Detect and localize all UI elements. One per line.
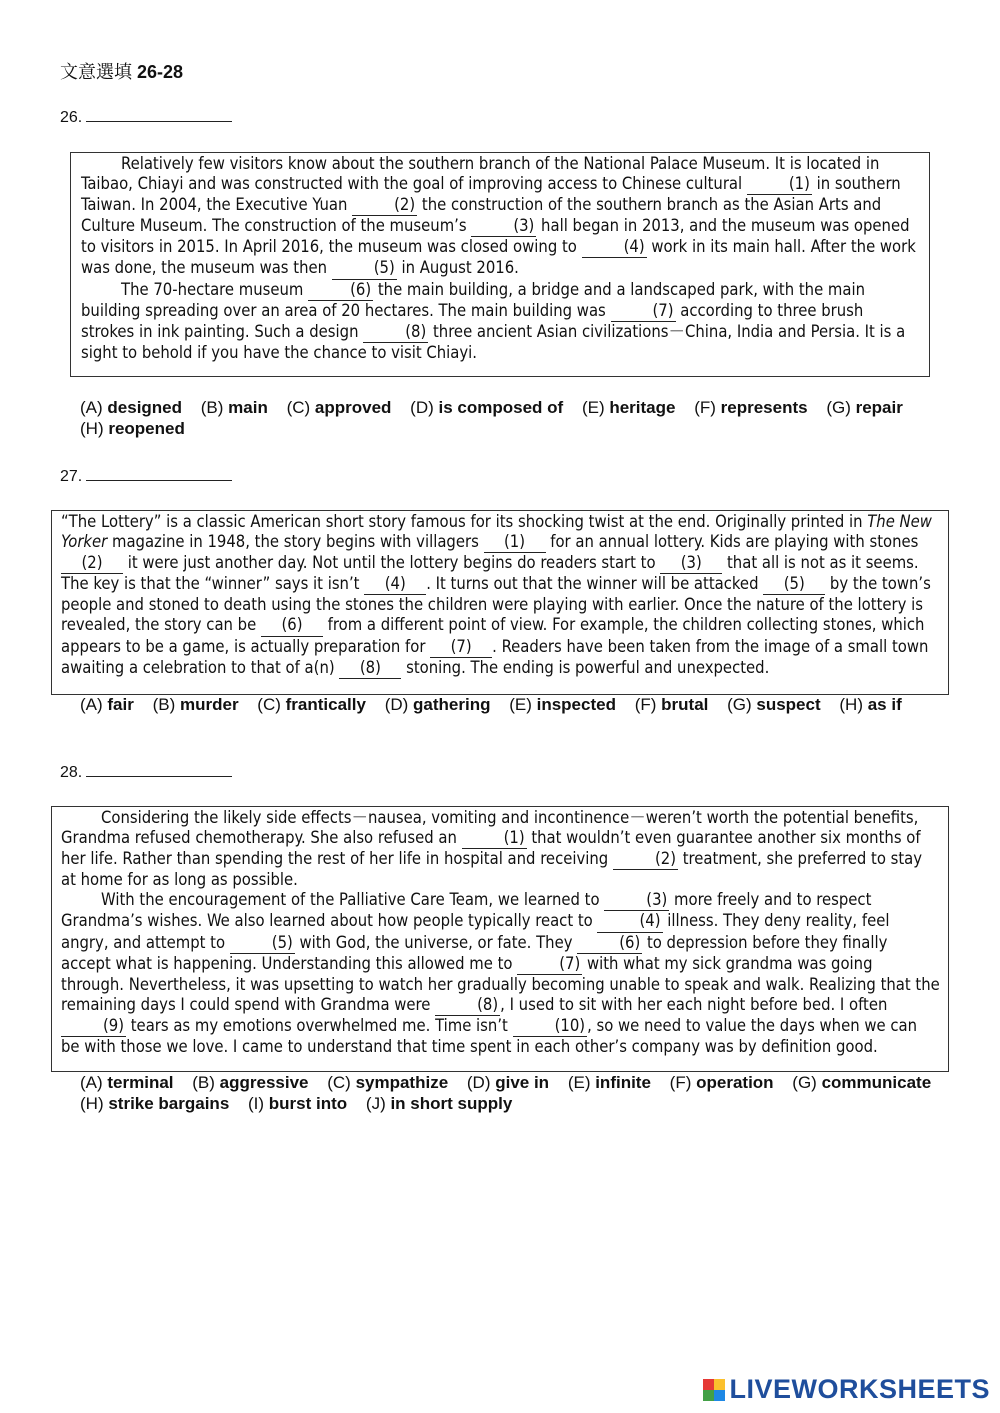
option-letter: (D) (410, 398, 434, 417)
option-a (80, 398, 182, 417)
option-g (792, 1073, 931, 1092)
passage-text: . Readers have been taken from the image of a small town awaiting a celebration to that of a(n) (61, 636, 929, 677)
passage-text: tears as my emotions overwhelmed me. Time isn’t (126, 1015, 513, 1035)
option-text: heritage (604, 398, 676, 417)
option-text: aggressive (214, 1073, 309, 1092)
question-27-label: 27. (60, 466, 232, 486)
passage-text: with what my sick grandma was going through. Nevertheless, it was upsetting to watch her gradually becoming unable to speak and walk. Realizing that the remaining days I could spend with Grandma were (61, 953, 940, 1014)
option-text: as if (862, 695, 902, 714)
blank-4[interactable]: (4) (597, 911, 662, 932)
blank-3[interactable]: (3) (660, 553, 722, 574)
option-d (385, 695, 491, 714)
option-e (568, 1073, 651, 1092)
option-f (670, 1073, 774, 1092)
passage-text: treatment, she preferred to stay at home for as long as possible. (61, 849, 923, 890)
passage-text: magazine in 1948, the story begins with villagers (107, 532, 484, 552)
title-prefix: 文意選填 (60, 62, 132, 82)
blank-3[interactable]: (3) (604, 890, 669, 911)
option-text: frantically (280, 695, 366, 714)
option-text: fair (102, 695, 134, 714)
blank-7[interactable]: (7) (430, 637, 492, 658)
passage-text: it were just another day. Not until the lottery begins do readers start to (123, 553, 661, 573)
blank-7[interactable]: (7) (517, 954, 582, 975)
logo-square (703, 1390, 714, 1401)
option-text: repair (850, 398, 903, 417)
option-c (287, 398, 392, 417)
option-letter: (I) (248, 1094, 265, 1113)
blank-4[interactable]: (4) (582, 237, 647, 258)
passage-paragraph (81, 280, 921, 363)
option-text: infinite (590, 1073, 651, 1092)
question-28-label: 28. (60, 762, 232, 782)
option-c (327, 1073, 448, 1092)
passage-paragraph (61, 512, 940, 679)
blank-7[interactable]: (7) (611, 301, 676, 322)
blank-6[interactable]: (6) (261, 615, 323, 636)
blank-10[interactable]: (10) (513, 1016, 587, 1037)
option-text: murder (175, 695, 239, 714)
option-text: give in (490, 1073, 550, 1092)
blank-5[interactable]: (5) (332, 258, 397, 279)
passage-text: With the encouragement of the Palliative Care Team, we learned to (101, 890, 605, 910)
option-g (826, 398, 903, 417)
logo-square (703, 1379, 714, 1390)
passage-text: in southern Taiwan. In 2004, the Executive Yuan (81, 174, 901, 215)
passage-26-box (70, 152, 930, 377)
option-b (192, 1073, 308, 1092)
options-28 (80, 1072, 950, 1114)
option-text: suspect (751, 695, 821, 714)
option-letter: (G) (826, 398, 851, 417)
passage-text: work in its main hall. After the work was done, the museum was then (81, 237, 916, 278)
option-letter: (B) (152, 695, 176, 714)
option-text: terminal (102, 1073, 174, 1092)
option-letter: (A) (80, 1073, 103, 1092)
page-title (60, 58, 183, 84)
blank-4[interactable]: (4) (364, 574, 426, 595)
blank-8[interactable]: (8) (339, 658, 401, 679)
option-letter: (D) (466, 1073, 491, 1092)
option-text: is composed of (433, 398, 564, 417)
passage-text: the main building, a bridge and a landscaped park, with the main building spreading over an area of 20 hectares. The main building was (81, 279, 866, 320)
option-letter: (F) (694, 398, 716, 417)
option-letter: (A) (80, 695, 103, 714)
blank-2[interactable]: (2) (613, 849, 678, 870)
option-text: main (223, 398, 268, 417)
passage-text: with God, the universe, or fate. They (294, 932, 578, 952)
liveworksheets-logo: LIVEWORKSHEETS (703, 1374, 990, 1405)
option-text: approved (310, 398, 392, 417)
passage-text: for an annual lottery. Kids are playing with stones (545, 532, 919, 552)
blank-1[interactable]: (1) (484, 532, 546, 553)
option-letter: (C) (286, 398, 311, 417)
option-f (635, 695, 709, 714)
passage-27-box (51, 510, 949, 695)
option-text: designed (102, 398, 183, 417)
option-text: communicate (816, 1073, 932, 1092)
option-letter: (B) (192, 1073, 215, 1092)
option-letter: (C) (327, 1073, 351, 1092)
options-26 (80, 397, 950, 439)
option-letter: (E) (567, 1073, 591, 1092)
passage-text: Considering the likely side effects－nausea, vomiting and incontinence－weren’t worth the potential benefits, Grandma refused chemotherapy. She also refused an (61, 808, 919, 848)
option-j (366, 1094, 512, 1113)
option-text: inspected (531, 695, 616, 714)
option-f (694, 398, 807, 417)
option-letter: (H) (80, 1094, 104, 1113)
option-text: burst into (264, 1094, 348, 1113)
option-text: operation (691, 1073, 774, 1092)
passage-text: to depression before they finally accept what is happening. Understanding this allowed me to (61, 932, 888, 973)
passage-text: stoning. The ending is powerful and unexpected. (401, 657, 770, 677)
answer-line-26[interactable] (86, 107, 232, 122)
passage-28-box (51, 806, 949, 1072)
blank-1[interactable]: (1) (462, 828, 527, 849)
option-b (153, 695, 239, 714)
blank-3[interactable]: (3) (471, 216, 536, 237)
passage-paragraph (61, 808, 940, 890)
option-e (509, 695, 616, 714)
passage-text: The 70-hectare museum (121, 279, 309, 299)
option-i (248, 1094, 347, 1113)
option-letter: (G) (727, 695, 752, 714)
option-letter: (J) (365, 1094, 386, 1113)
option-text: in short supply (385, 1094, 513, 1113)
question-26-label: 26. (60, 107, 232, 127)
blank-6[interactable]: (6) (308, 280, 373, 301)
option-a (80, 695, 134, 714)
option-letter: (A) (80, 398, 103, 417)
option-b (201, 398, 268, 417)
answer-line-28[interactable] (86, 762, 232, 777)
option-text: strike bargains (103, 1094, 230, 1113)
blank-9[interactable]: (9) (61, 1016, 126, 1037)
passage-text: illness. They deny reality, feel angry, and attempt to (61, 911, 890, 952)
blank-8[interactable]: (8) (363, 322, 428, 343)
passage-text: according to three brush strokes in ink painting. Such a design (81, 300, 864, 341)
passage-text: . It turns out that the winner will be attacked (426, 574, 764, 594)
option-letter: (E) (509, 695, 532, 714)
blank-6[interactable]: (6) (577, 933, 642, 954)
option-e (582, 398, 676, 417)
passage-text: Relatively few visitors know about the southern branch of the National Palace Museum. It is located in Taibao, Chiayi and was constructed with the goal of improving access to Chinese cultural (81, 154, 880, 194)
passage-text: that wouldn’t even guarantee another six months of her life. Rather than spending the rest of her life in hospital and receiving (61, 828, 921, 869)
blank-2[interactable]: (2) (61, 553, 123, 574)
option-letter: (C) (257, 695, 281, 714)
option-text: brutal (656, 695, 709, 714)
answer-line-27[interactable] (86, 466, 232, 481)
option-letter: (H) (839, 695, 863, 714)
option-d (467, 1073, 549, 1092)
passage-text: in August 2016. (396, 258, 519, 278)
blank-8[interactable]: (8) (435, 995, 500, 1016)
passage-text: “The Lottery” is a classic American short story famous for its shocking twist at the end. Originally printed in (61, 512, 868, 531)
option-g (727, 695, 821, 714)
passage-text: more freely and to respect Grandma’s wishes. We also learned about how people typically react to (61, 890, 872, 931)
passage-text: that all is not as it seems. The key is that the “winner” says it isn’t (61, 553, 919, 594)
option-text: sympathize (350, 1073, 449, 1092)
option-h (80, 419, 185, 438)
passage-text: hall began in 2013, and the museum was opened to visitors in 2015. In April 2016, the museum was closed owing to (81, 216, 910, 257)
italic-title: The New Yorker (61, 512, 932, 552)
passage-text: the construction of the southern branch as the Asian Arts and Culture Museum. The construction of the museum’s (81, 195, 882, 236)
logo-square (714, 1379, 725, 1390)
blank-5[interactable]: (5) (763, 574, 825, 595)
option-letter: (F) (634, 695, 657, 714)
logo-square (714, 1390, 725, 1401)
option-a (80, 1073, 174, 1092)
option-c (257, 695, 366, 714)
blank-1[interactable]: (1) (747, 174, 812, 195)
blank-2[interactable]: (2) (352, 195, 417, 216)
options-27 (80, 694, 950, 715)
passage-paragraph (81, 154, 921, 280)
passage-text: three ancient Asian civilizations－China, India and Persia. It is a sight to behold if you have the chance to visit Chiayi. (81, 321, 906, 362)
option-text: reopened (103, 419, 185, 438)
option-letter: (E) (581, 398, 605, 417)
option-text: gathering (408, 695, 491, 714)
passage-text: by the town’s people and stoned to death using the stones the children were playing with earlier. Once the nature of the lottery is revealed, the story can be (61, 574, 931, 635)
passage-text: , so we need to value the days when we can be with those we love. I came to understand that time spent in each other’s company was by definition good. (61, 1015, 917, 1057)
option-h (80, 1094, 229, 1113)
passage-paragraph (61, 890, 940, 1057)
passage-text: from a different point of view. For example, the children collecting stones, which appears to be a game, is actually preparation for (61, 615, 925, 656)
passage-text: , I used to sit with her each night before bed. I often (500, 994, 888, 1014)
option-text: represents (715, 398, 808, 417)
option-letter: (H) (80, 419, 104, 438)
option-letter: (D) (384, 695, 409, 714)
option-letter: (B) (200, 398, 224, 417)
option-letter: (F) (669, 1073, 692, 1092)
blank-5[interactable]: (5) (230, 933, 295, 954)
logo-mark-icon (703, 1379, 725, 1401)
option-h (839, 695, 901, 714)
option-letter: (G) (792, 1073, 817, 1092)
title-range: 26-28 (137, 62, 184, 82)
option-d (410, 398, 563, 417)
